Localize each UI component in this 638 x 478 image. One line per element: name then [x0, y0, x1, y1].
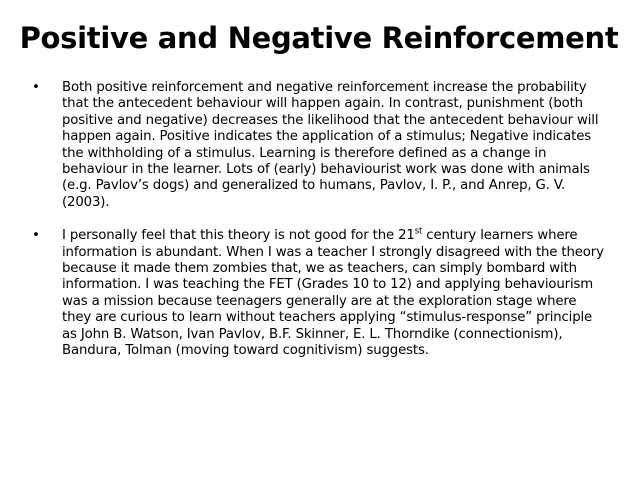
slide-title: Positive and Negative Reinforcement — [19, 21, 619, 55]
ordinal-superscript: st — [414, 226, 423, 237]
bullet-text: Both positive reinforcement and negative reinforcement increase the probability that the antecedent behaviour will happen again. In contrast, punishment (both positive and negative) decreases the likelihood that the antecedent behaviour will happen again. Positive indicates the application of a stimulus; Negative indicates the withholding of a stimulus. Learning is therefore defined as a change in behaviour in the learner. Lots of (early) behaviourist work was done with animals (e.g. Pavlov’s dogs) and generalized to humans, Pavlov, I. P., and Anrep, G. V. (2003). — [62, 80, 599, 210]
bullet-list — [32, 80, 604, 360]
bullet-marker: • — [32, 228, 40, 244]
bullet-item-reinforcement — [32, 80, 604, 211]
bullet-item-opinion — [32, 228, 604, 359]
bullet-text-start: I personally feel that this theory is not good for the 21 — [62, 228, 415, 244]
bullet-marker: • — [32, 80, 40, 95]
bullet-text-end: century learners where information is abundant. When I was a teacher I strongly disagreed with the theory because it made them zombies that, we as teachers, can simply bombard with information. I was teaching the FET (Grades 10 to 12) and applying behaviourism was a mission because teenagers generally are at the exploration stage where they are curious to learn without teachers applying “stimulus-response” principle as John B. Watson, Ivan Pavlov, B.F. Skinner, E. L. Thorndike (connectionism), Bandura, Tolman (moving toward cognitivism) suggests. — [62, 228, 604, 359]
